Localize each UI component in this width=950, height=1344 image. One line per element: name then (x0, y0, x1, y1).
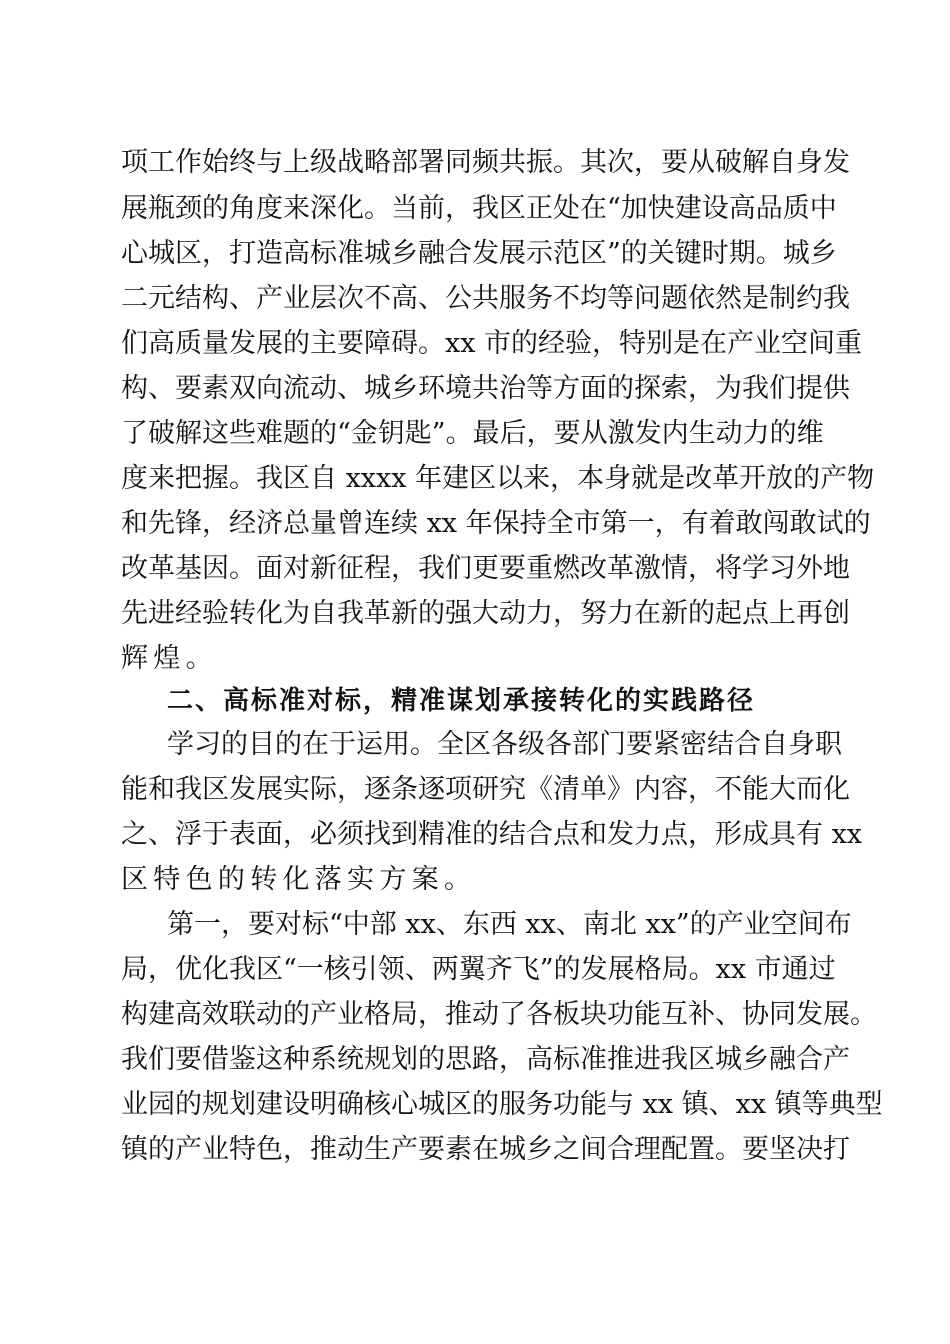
section-heading: 二、高标准对标，精准谋划承接转化的实践路径 (167, 686, 756, 716)
text-line: 二元结构、产业层次不高、公共服务不均等问题依然是制约我 (121, 283, 850, 314)
text-line: 构建高效联动的产业格局，推动了各板块功能互补、协同发展。 (121, 999, 877, 1030)
text-line: 局，优化我区“一核引领、两翼齐飞”的发展格局。xx 市通过 (121, 954, 836, 985)
text-line: 和先锋，经济总量曾连续 xx 年保持全市第一，有着敢闯敢试的 (121, 508, 871, 539)
text-line: 我们要借鉴这种系统规划的思路，高标准推进我区城乡融合产 (121, 1044, 850, 1075)
text-line: 改革基因。面对新征程，我们更要重燃改革激情，将学习外地 (121, 553, 850, 584)
text-line: 构、要素双向流动、城乡环境共治等方面的探索，为我们提供 (121, 373, 850, 404)
text-line: 第一，要对标“中部 xx、东西 xx、南北 xx”的产业空间布 (167, 909, 852, 940)
text-line: 区特色的转化落实方案。 (121, 864, 477, 895)
text-line: 学习的目的在于运用。全区各级各部门要紧密结合自身职 (167, 729, 842, 760)
text-line: 项工作始终与上级战略部署同频共振。其次，要从破解自身发 (121, 147, 850, 178)
text-line: 能和我区发展实际，逐条逐项研究《清单》内容，不能大而化 (121, 774, 850, 805)
text-line: 之、浮于表面，必须找到精准的结合点和发力点，形成具有 xx (121, 819, 863, 850)
text-line: 先进经验转化为自我革新的强大动力，努力在新的起点上再创 (121, 598, 850, 629)
text-line: 辉煌。 (121, 643, 218, 674)
text-line: 了破解这些难题的“金钥匙”。最后，要从激发内生动力的维 (121, 418, 824, 449)
text-line: 度来把握。我区自 xxxx 年建区以来，本身就是改革开放的产物 (121, 463, 875, 494)
text-line: 们高质量发展的主要障碍。xx 市的经验，特别是在产业空间重 (121, 328, 863, 359)
text-line: 业园的规划建设明确核心城区的服务功能与 xx 镇、xx 镇等典型 (121, 1089, 883, 1120)
text-line: 镇的产业特色，推动生产要素在城乡之间合理配置。要坚决打 (121, 1134, 850, 1165)
text-line: 展瓶颈的角度来深化。当前，我区正处在“加快建设高品质中 (121, 193, 837, 224)
text-line: 心城区，打造高标准城乡融合发展示范区”的关键时期。城乡 (121, 238, 837, 269)
